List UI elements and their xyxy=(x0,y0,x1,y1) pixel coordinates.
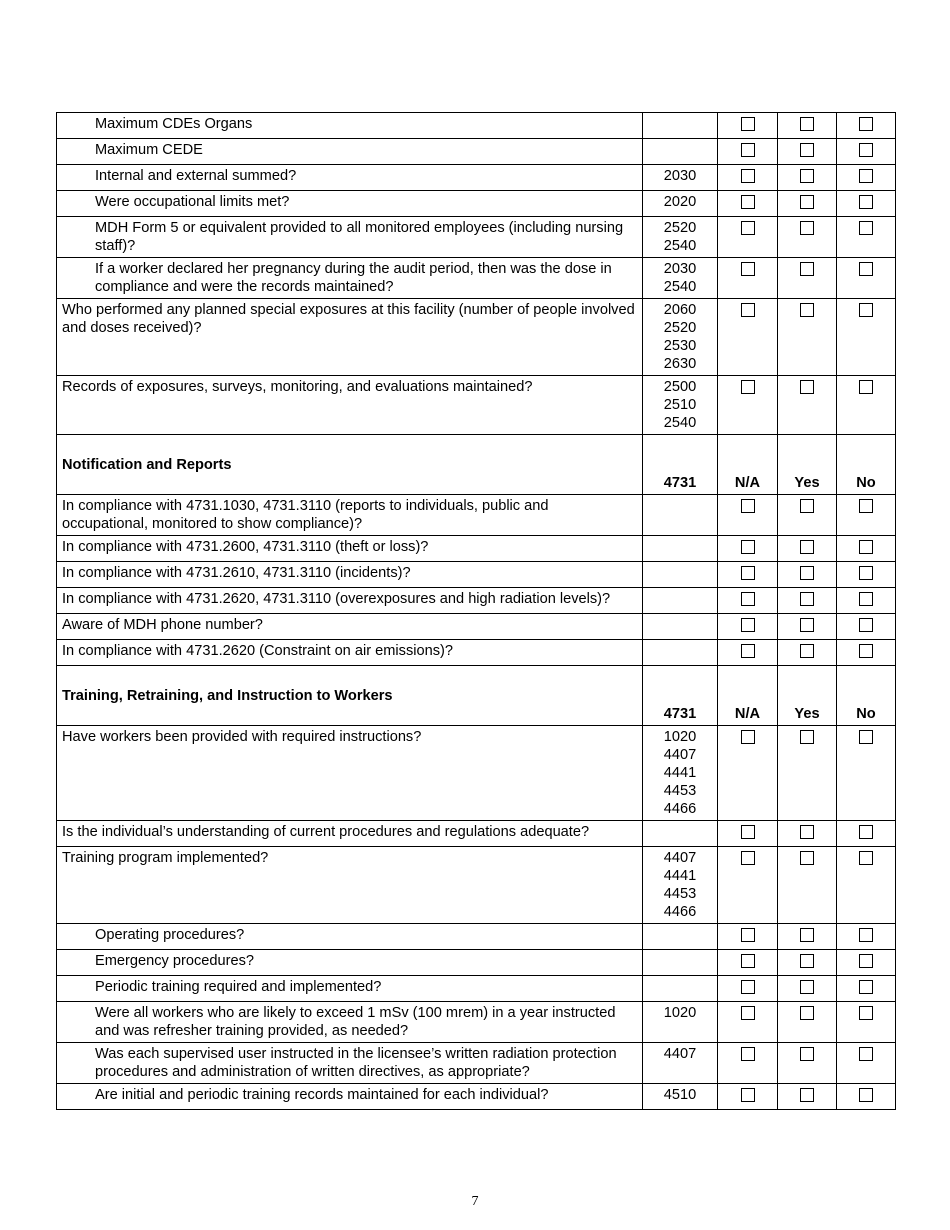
na-checkbox[interactable] xyxy=(741,928,755,942)
na-checkbox[interactable] xyxy=(741,117,755,131)
no-checkbox[interactable] xyxy=(859,566,873,580)
na-cell xyxy=(718,258,778,299)
yes-checkbox[interactable] xyxy=(800,954,814,968)
yes-checkbox[interactable] xyxy=(800,169,814,183)
no-cell xyxy=(837,299,896,376)
yes-checkbox[interactable] xyxy=(800,380,814,394)
na-cell xyxy=(718,821,778,847)
yes-checkbox[interactable] xyxy=(800,262,814,276)
regulation-codes xyxy=(643,139,718,165)
checklist-row xyxy=(57,1043,896,1084)
na-cell xyxy=(718,588,778,614)
na-cell xyxy=(718,299,778,376)
regulation-codes xyxy=(643,536,718,562)
yes-cell xyxy=(778,588,837,614)
regulation-code: 2540 xyxy=(663,415,697,431)
question-text: Have workers been provided with required instructions? xyxy=(57,726,643,821)
na-checkbox[interactable] xyxy=(741,195,755,209)
checklist-row xyxy=(57,113,896,139)
regulation-codes xyxy=(643,495,718,536)
no-cell xyxy=(837,640,896,666)
yes-checkbox[interactable] xyxy=(800,117,814,131)
regulation-code: 4441 xyxy=(663,868,697,884)
na-checkbox[interactable] xyxy=(741,1047,755,1061)
regulation-codes xyxy=(643,1043,718,1084)
regulation-code: 4407 xyxy=(663,747,697,763)
regulation-codes xyxy=(643,726,718,821)
na-checkbox[interactable] xyxy=(741,825,755,839)
yes-cell xyxy=(778,139,837,165)
question-text: Periodic training required and implemented? xyxy=(57,976,643,1002)
na-checkbox[interactable] xyxy=(741,566,755,580)
na-cell xyxy=(718,1043,778,1084)
na-cell xyxy=(718,165,778,191)
question-text: Internal and external summed? xyxy=(57,165,643,191)
na-cell xyxy=(718,1084,778,1110)
regulation-code: 2520 xyxy=(663,320,697,336)
yes-cell xyxy=(778,1084,837,1110)
no-cell xyxy=(837,258,896,299)
yes-cell xyxy=(778,614,837,640)
checklist-row xyxy=(57,614,896,640)
yes-cell xyxy=(778,165,837,191)
yes-column-header: Yes xyxy=(778,666,837,726)
yes-cell xyxy=(778,217,837,258)
na-cell xyxy=(718,976,778,1002)
no-checkbox[interactable] xyxy=(859,954,873,968)
no-checkbox[interactable] xyxy=(859,592,873,606)
regulation-codes xyxy=(643,847,718,924)
section-title: Training, Retraining, and Instruction to Workers xyxy=(57,666,643,726)
na-cell xyxy=(718,139,778,165)
regulation-codes xyxy=(643,924,718,950)
regulation-codes xyxy=(643,821,718,847)
question-text: Maximum CEDE xyxy=(57,139,643,165)
code-column-header: 4731 xyxy=(643,435,718,495)
na-checkbox[interactable] xyxy=(741,303,755,317)
checklist-row xyxy=(57,1002,896,1043)
no-cell xyxy=(837,614,896,640)
na-column-header: N/A xyxy=(718,435,778,495)
checklist-row xyxy=(57,924,896,950)
na-checkbox[interactable] xyxy=(741,1006,755,1020)
checklist-row xyxy=(57,376,896,435)
yes-cell xyxy=(778,536,837,562)
yes-cell xyxy=(778,495,837,536)
yes-checkbox[interactable] xyxy=(800,851,814,865)
yes-checkbox[interactable] xyxy=(800,1047,814,1061)
na-cell xyxy=(718,217,778,258)
checklist-row xyxy=(57,495,896,536)
question-text: If a worker declared her pregnancy during the audit period, then was the dose in compliance and were the records maintained? xyxy=(57,258,643,299)
checklist-row xyxy=(57,640,896,666)
no-checkbox[interactable] xyxy=(859,499,873,513)
no-checkbox[interactable] xyxy=(859,195,873,209)
section-title: Notification and Reports xyxy=(57,435,643,495)
inspection-checklist-table xyxy=(56,112,896,1110)
question-text: Who performed any planned special exposures at this facility (number of people involved and doses received)? xyxy=(57,299,643,376)
regulation-codes xyxy=(643,191,718,217)
yes-cell xyxy=(778,258,837,299)
no-checkbox[interactable] xyxy=(859,169,873,183)
section-header xyxy=(57,666,896,726)
na-cell xyxy=(718,847,778,924)
regulation-code: 4466 xyxy=(663,904,697,920)
no-cell xyxy=(837,376,896,435)
regulation-code: 2500 xyxy=(663,379,697,395)
na-checkbox[interactable] xyxy=(741,954,755,968)
yes-cell xyxy=(778,113,837,139)
yes-checkbox[interactable] xyxy=(800,1006,814,1020)
yes-cell xyxy=(778,847,837,924)
no-cell xyxy=(837,1084,896,1110)
regulation-codes xyxy=(643,1002,718,1043)
yes-cell xyxy=(778,562,837,588)
no-cell xyxy=(837,847,896,924)
yes-checkbox[interactable] xyxy=(800,730,814,744)
na-checkbox[interactable] xyxy=(741,1088,755,1102)
regulation-code: 4407 xyxy=(663,1046,697,1062)
no-cell xyxy=(837,113,896,139)
yes-cell xyxy=(778,726,837,821)
na-cell xyxy=(718,924,778,950)
yes-cell xyxy=(778,1043,837,1084)
na-checkbox[interactable] xyxy=(741,143,755,157)
yes-cell xyxy=(778,950,837,976)
checklist-row xyxy=(57,950,896,976)
no-cell xyxy=(837,217,896,258)
question-text: Are initial and periodic training records maintained for each individual? xyxy=(57,1084,643,1110)
regulation-code: 4510 xyxy=(663,1087,697,1103)
na-checkbox[interactable] xyxy=(741,980,755,994)
na-checkbox[interactable] xyxy=(741,380,755,394)
checklist-row xyxy=(57,258,896,299)
question-text: In compliance with 4731.2620, 4731.3110 (overexposures and high radiation levels)? xyxy=(57,588,643,614)
no-checkbox[interactable] xyxy=(859,117,873,131)
no-checkbox[interactable] xyxy=(859,143,873,157)
no-column-header: No xyxy=(837,435,896,495)
code-column-header: 4731 xyxy=(643,666,718,726)
na-cell xyxy=(718,640,778,666)
no-checkbox[interactable] xyxy=(859,928,873,942)
question-text: Operating procedures? xyxy=(57,924,643,950)
yes-checkbox[interactable] xyxy=(800,221,814,235)
regulation-codes xyxy=(643,1084,718,1110)
regulation-code: 2630 xyxy=(663,356,697,372)
checklist-row xyxy=(57,165,896,191)
na-checkbox[interactable] xyxy=(741,618,755,632)
question-text: Emergency procedures? xyxy=(57,950,643,976)
na-cell xyxy=(718,536,778,562)
na-cell xyxy=(718,191,778,217)
no-checkbox[interactable] xyxy=(859,825,873,839)
regulation-codes xyxy=(643,217,718,258)
question-text: Training program implemented? xyxy=(57,847,643,924)
no-cell xyxy=(837,139,896,165)
regulation-code: 2030 xyxy=(663,168,697,184)
yes-checkbox[interactable] xyxy=(800,644,814,658)
checklist-row xyxy=(57,217,896,258)
na-cell xyxy=(718,950,778,976)
na-checkbox[interactable] xyxy=(741,262,755,276)
regulation-code: 2530 xyxy=(663,338,697,354)
page-number: 7 xyxy=(471,1194,479,1209)
question-text: Is the individual’s understanding of current procedures and regulations adequate? xyxy=(57,821,643,847)
checklist-row xyxy=(57,139,896,165)
no-cell xyxy=(837,924,896,950)
checklist-row xyxy=(57,1084,896,1110)
no-checkbox[interactable] xyxy=(859,221,873,235)
regulation-code: 4441 xyxy=(663,765,697,781)
regulation-code: 2510 xyxy=(663,397,697,413)
no-checkbox[interactable] xyxy=(859,262,873,276)
no-cell xyxy=(837,726,896,821)
checklist-row xyxy=(57,191,896,217)
na-cell xyxy=(718,562,778,588)
regulation-codes xyxy=(643,614,718,640)
yes-cell xyxy=(778,1002,837,1043)
section-header xyxy=(57,435,896,495)
question-text: MDH Form 5 or equivalent provided to all monitored employees (including nursing staff)? xyxy=(57,217,643,258)
yes-cell xyxy=(778,640,837,666)
yes-checkbox[interactable] xyxy=(800,566,814,580)
no-checkbox[interactable] xyxy=(859,1006,873,1020)
regulation-codes xyxy=(643,562,718,588)
no-checkbox[interactable] xyxy=(859,980,873,994)
na-checkbox[interactable] xyxy=(741,499,755,513)
no-cell xyxy=(837,165,896,191)
regulation-codes xyxy=(643,976,718,1002)
yes-checkbox[interactable] xyxy=(800,980,814,994)
regulation-codes xyxy=(643,640,718,666)
checklist-row xyxy=(57,726,896,821)
checklist-row xyxy=(57,299,896,376)
no-cell xyxy=(837,821,896,847)
question-text: In compliance with 4731.1030, 4731.3110 (reports to individuals, public and occupational, monitored to show compliance)? xyxy=(57,495,643,536)
yes-cell xyxy=(778,976,837,1002)
na-checkbox[interactable] xyxy=(741,644,755,658)
checklist-row xyxy=(57,562,896,588)
yes-checkbox[interactable] xyxy=(800,825,814,839)
question-text: In compliance with 4731.2610, 4731.3110 (incidents)? xyxy=(57,562,643,588)
no-checkbox[interactable] xyxy=(859,1047,873,1061)
no-cell xyxy=(837,1043,896,1084)
regulation-code: 2540 xyxy=(663,279,697,295)
yes-cell xyxy=(778,299,837,376)
yes-cell xyxy=(778,924,837,950)
yes-checkbox[interactable] xyxy=(800,618,814,632)
yes-checkbox[interactable] xyxy=(800,592,814,606)
no-cell xyxy=(837,536,896,562)
regulation-code: 4453 xyxy=(663,886,697,902)
regulation-code: 2030 xyxy=(663,261,697,277)
no-column-header: No xyxy=(837,666,896,726)
regulation-codes xyxy=(643,258,718,299)
no-cell xyxy=(837,1002,896,1043)
no-cell xyxy=(837,976,896,1002)
yes-cell xyxy=(778,821,837,847)
checklist-row xyxy=(57,821,896,847)
regulation-codes xyxy=(643,376,718,435)
regulation-code: 2520 xyxy=(663,220,697,236)
na-checkbox[interactable] xyxy=(741,592,755,606)
regulation-code: 4407 xyxy=(663,850,697,866)
regulation-code: 2540 xyxy=(663,238,697,254)
yes-column-header: Yes xyxy=(778,435,837,495)
no-cell xyxy=(837,950,896,976)
na-cell xyxy=(718,614,778,640)
no-checkbox[interactable] xyxy=(859,644,873,658)
question-text: Were all workers who are likely to exceed 1 mSv (100 mrem) in a year instructed and was refresher training provided, as needed? xyxy=(57,1002,643,1043)
no-cell xyxy=(837,562,896,588)
regulation-codes xyxy=(643,950,718,976)
regulation-code: 1020 xyxy=(663,729,697,745)
no-checkbox[interactable] xyxy=(859,1088,873,1102)
no-checkbox[interactable] xyxy=(859,380,873,394)
question-text: In compliance with 4731.2620 (Constraint on air emissions)? xyxy=(57,640,643,666)
na-checkbox[interactable] xyxy=(741,540,755,554)
regulation-codes xyxy=(643,588,718,614)
question-text: Was each supervised user instructed in the licensee’s written radiation protection procedures and administration of written directives, as appropriate? xyxy=(57,1043,643,1084)
na-cell xyxy=(718,1002,778,1043)
no-cell xyxy=(837,588,896,614)
regulation-code: 2060 xyxy=(663,302,697,318)
yes-checkbox[interactable] xyxy=(800,540,814,554)
na-checkbox[interactable] xyxy=(741,221,755,235)
question-text: In compliance with 4731.2600, 4731.3110 (theft or loss)? xyxy=(57,536,643,562)
checklist-row xyxy=(57,536,896,562)
na-cell xyxy=(718,376,778,435)
yes-checkbox[interactable] xyxy=(800,195,814,209)
no-checkbox[interactable] xyxy=(859,618,873,632)
yes-checkbox[interactable] xyxy=(800,143,814,157)
na-column-header: N/A xyxy=(718,666,778,726)
na-checkbox[interactable] xyxy=(741,730,755,744)
yes-checkbox[interactable] xyxy=(800,928,814,942)
no-cell xyxy=(837,495,896,536)
question-text: Were occupational limits met? xyxy=(57,191,643,217)
yes-cell xyxy=(778,191,837,217)
question-text: Maximum CDEs Organs xyxy=(57,113,643,139)
na-cell xyxy=(718,726,778,821)
no-checkbox[interactable] xyxy=(859,851,873,865)
yes-checkbox[interactable] xyxy=(800,303,814,317)
regulation-code: 4453 xyxy=(663,783,697,799)
no-checkbox[interactable] xyxy=(859,540,873,554)
checklist-body xyxy=(57,113,896,1110)
na-cell xyxy=(718,113,778,139)
na-checkbox[interactable] xyxy=(741,169,755,183)
regulation-code: 4466 xyxy=(663,801,697,817)
checklist-row xyxy=(57,976,896,1002)
na-checkbox[interactable] xyxy=(741,851,755,865)
yes-checkbox[interactable] xyxy=(800,499,814,513)
no-checkbox[interactable] xyxy=(859,730,873,744)
question-text: Records of exposures, surveys, monitoring, and evaluations maintained? xyxy=(57,376,643,435)
no-checkbox[interactable] xyxy=(859,303,873,317)
yes-checkbox[interactable] xyxy=(800,1088,814,1102)
regulation-code: 2020 xyxy=(663,194,697,210)
yes-cell xyxy=(778,376,837,435)
na-cell xyxy=(718,495,778,536)
checklist-row xyxy=(57,588,896,614)
checklist-row xyxy=(57,847,896,924)
regulation-codes xyxy=(643,113,718,139)
regulation-codes xyxy=(643,299,718,376)
question-text: Aware of MDH phone number? xyxy=(57,614,643,640)
no-cell xyxy=(837,191,896,217)
regulation-codes xyxy=(643,165,718,191)
regulation-code: 1020 xyxy=(663,1005,697,1021)
